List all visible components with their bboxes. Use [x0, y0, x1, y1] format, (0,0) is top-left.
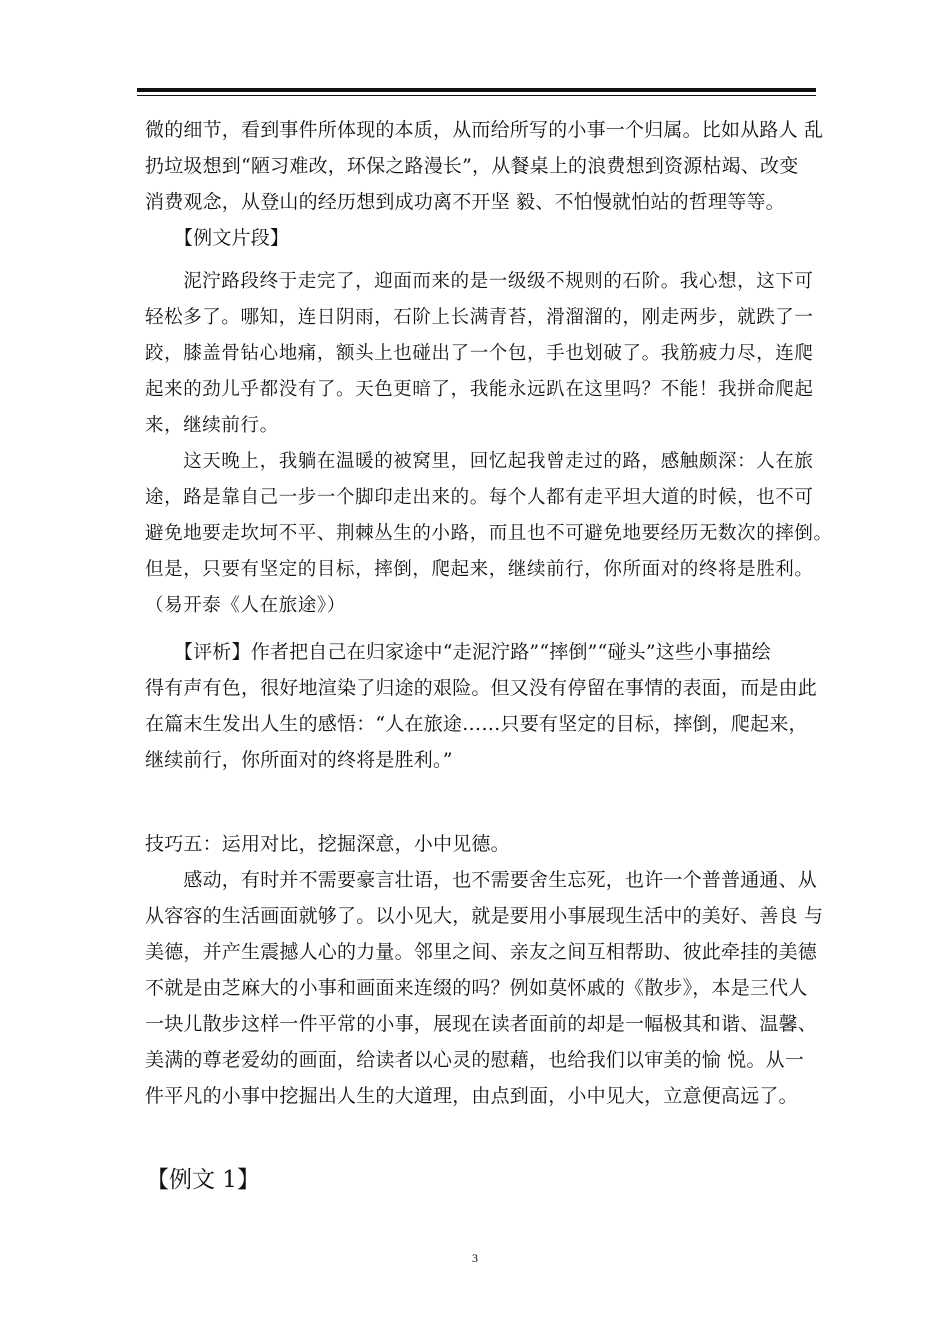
- text-line: 继续前行，你所面对的终将是胜利。”: [145, 749, 453, 771]
- paragraph-intro-continuation: [145, 112, 824, 256]
- text-line: 消费观念，从登山的经历想到成功离不开坚 毅、不怕慢就怕站的哲理等等。: [145, 191, 785, 213]
- text-line: 【评析】作者把自己在归家途中“走泥泞路”“摔倒”“碰头”这些小事描绘: [145, 641, 771, 663]
- text-line: 美满的尊老爱幼的画面，给读者以心灵的慰藉，也给我们以审美的愉 悦。从一: [145, 1049, 805, 1071]
- text-line: 跤，膝盖骨钻心地痛，额头上也碰出了一个包，手也划破了。我筋疲力尽，连爬: [145, 343, 814, 364]
- text-line: 微的细节，看到事件所体现的本质，从而给所写的小事一个归属。比如从路人 乱: [145, 119, 824, 141]
- text-line: 得有声有色，很好地渲染了归途的艰险。但又没有停留在事情的表面，而是由此: [145, 677, 818, 699]
- text-line: 在篇末生发出人生的感悟：“人在旅途……只要有坚定的目标，摔倒，爬起来，: [145, 713, 808, 735]
- text-line: 避免地要走坎坷不平、荆棘丛生的小路，而且也不可避免地要经历无数次的摔倒。: [145, 523, 833, 544]
- text-line: 一块儿散步这样一件平常的小事，展现在读者面前的却是一幅极其和谐、温馨、: [145, 1013, 818, 1035]
- example-excerpt: [145, 264, 833, 624]
- section-heading: 技巧五：运用对比，挖掘深意，小中见德。: [145, 833, 510, 855]
- header-rule-thin: [137, 95, 816, 96]
- header-rule-thick: [137, 88, 816, 92]
- text-line: 件平凡的小事中挖掘出人生的大道理，由点到面，小中见大，立意便高远了。: [145, 1085, 798, 1107]
- text-line: 扔垃圾想到“陋习难改，环保之路漫长”，从餐桌上的浪费想到资源枯竭、改变: [145, 155, 799, 177]
- example-fragment-label: 【例文片段】: [145, 227, 290, 249]
- text-line: 来，继续前行。: [145, 415, 279, 436]
- text-line: 从容容的生活画面就够了。以小见大，就是要用小事展现生活中的美好、善良 与: [145, 905, 824, 927]
- text-line: 美德，并产生震撼人心的力量。邻里之间、亲友之间互相帮助、彼此牵挂的美德: [145, 941, 818, 963]
- example-heading: 【例文 1】: [146, 1167, 260, 1193]
- text-line: 起来的劲儿乎都没有了。天色更暗了，我能永远趴在这里吗？不能！我拼命爬起: [145, 379, 814, 400]
- text-line: 轻松多了。哪知，连日阴雨，石阶上长满青苔，滑溜溜的，刚走两步，就跌了一: [145, 307, 814, 328]
- excerpt-source: （易开泰《人在旅途》）: [145, 595, 346, 616]
- technique-five-section: [145, 826, 824, 1114]
- text-line: 泥泞路段终于走完了，迎面而来的是一级级不规则的石阶。我心想，这下可: [145, 271, 814, 292]
- text-line: 这天晚上，我躺在温暖的被窝里，回忆起我曾走过的路，感触颇深：人在旅: [145, 451, 814, 472]
- commentary-paragraph: [145, 634, 818, 778]
- page-number: 3: [472, 1251, 478, 1265]
- text-line: 但是，只要有坚定的目标，摔倒，爬起来，继续前行，你所面对的终将是胜利。: [145, 559, 814, 580]
- text-line: 感动，有时并不需要豪言壮语，也不需要舍生忘死，也许一个普普通通、从: [145, 869, 818, 891]
- text-line: 途，路是靠自己一步一个脚印走出来的。每个人都有走平坦大道的时候，也不可: [145, 487, 814, 508]
- text-line: 不就是由芝麻大的小事和画面来连缀的吗？例如莫怀戚的《散步》，本是三代人: [145, 977, 808, 999]
